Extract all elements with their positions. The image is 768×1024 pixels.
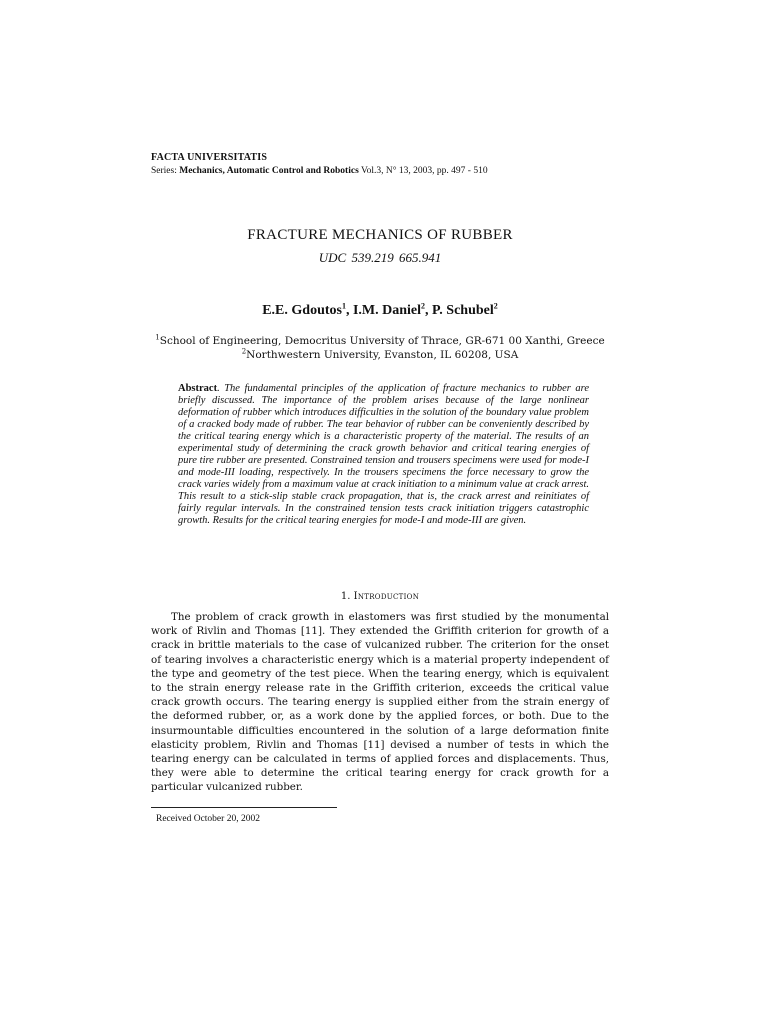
affiliations	[151, 334, 609, 362]
affiliation-line	[151, 348, 609, 362]
abstract-heading: Abstract	[178, 383, 218, 394]
author-affiliation-mark: 1	[341, 301, 346, 311]
section-number: 1.	[340, 591, 354, 602]
journal-series-line	[151, 165, 621, 177]
author	[432, 303, 498, 318]
author-name: I.M. Daniel	[352, 303, 422, 318]
author	[353, 303, 432, 318]
journal-name: FACTA UNIVERSITATIS	[151, 152, 268, 163]
paper-title: FRACTURE MECHANICS OF RUBBER	[247, 227, 513, 243]
section-title: Introduction	[353, 591, 420, 602]
volume-info: Vol.3, N° 13, 2003, pp. 497 - 510	[358, 166, 488, 176]
abstract	[178, 383, 589, 527]
affiliation-text: School of Engineering, Democritus University of Thrace, GR-671 00 Xanthi, Greece	[159, 335, 605, 347]
affiliation-mark: 2	[241, 347, 247, 356]
intro-paragraph: The problem of crack growth in elastomers was first studied by the monumental work of Rivlin and Thomas [11]. They extended the Griffith criterion for growth of a crack in brittle materials to the case of vulcanized rubber. The criterion for the onset of tearing involves a characteristic energy which is a material property independent of the type and geometry of the test piece. When the tearing energy, which is equivalent to the strain energy release rate in the Griffith criterion, exceeds the critical value crack growth occurs. The tearing energy is supplied either from the strain energy of the deformed rubber, or, as a work done by the applied forces, or both. Due to the insurmountable difficulties encountered in the solution of a large deformation finite elasticity problem, Rivlin and Thomas [11] devised a number of tests in which the tearing energy can be calculated in terms of applied forces and displacements. Thus, they were able to determine the critical tearing energy for crack growth for a particular vulcanized rubber.	[151, 611, 609, 794]
affiliation-text: Northwestern University, Evanston, IL 60208, USA	[246, 349, 519, 361]
affiliation-mark: 1	[155, 333, 160, 342]
series-name: Mechanics, Automatic Control and Robotics	[179, 166, 359, 176]
author	[262, 303, 353, 318]
footnote-rule	[151, 807, 337, 808]
author-name: P. Schubel	[432, 303, 494, 318]
author-name: E.E. Gdoutos	[262, 303, 342, 318]
abstract-text: . The fundamental principles of the application of fracture mechanics to rubber are briefly discussed. The importance of the problem arises because of the large nonlinear deformation of rubber which introduces difficulties in the solution of the boundary value problem of a cracked body made of rubber. The tear behavior of rubber can be conveniently described by the critical tearing energy which is a characteristic property of the material. The results of an experimental study of determining the crack growth behavior and critical tearing energies of pure tire rubber are presented. Constrained tension and trousers specimens were used for mode-I and mode-III loading, respectively. In the trousers specimens the force necessary to grow the crack varies widely from a maximum value at crack initiation to a minimum value at crack arrest. This result to a stick-slip stable crack propagation, that is, the crack arrest and reinitiates of fairly regular intervals. In the constrained tension tests crack initiation triggers catastrophic growth. Results for the critical tearing energies for mode-I and mode-III are given.	[178, 383, 589, 526]
footnote: Received October 20, 2002	[156, 814, 260, 824]
author-affiliation-mark: 2	[421, 301, 426, 311]
journal-header	[151, 152, 621, 177]
udc-code: UDC 539.219 665.941	[318, 250, 442, 265]
section-heading	[151, 590, 609, 604]
affiliation-line	[151, 334, 609, 348]
author-affiliation-mark: 2	[493, 301, 498, 311]
series-prefix: Series:	[151, 166, 180, 176]
author-separator: ,	[345, 303, 353, 318]
author-list	[151, 302, 609, 320]
author-separator: ,	[425, 303, 433, 318]
